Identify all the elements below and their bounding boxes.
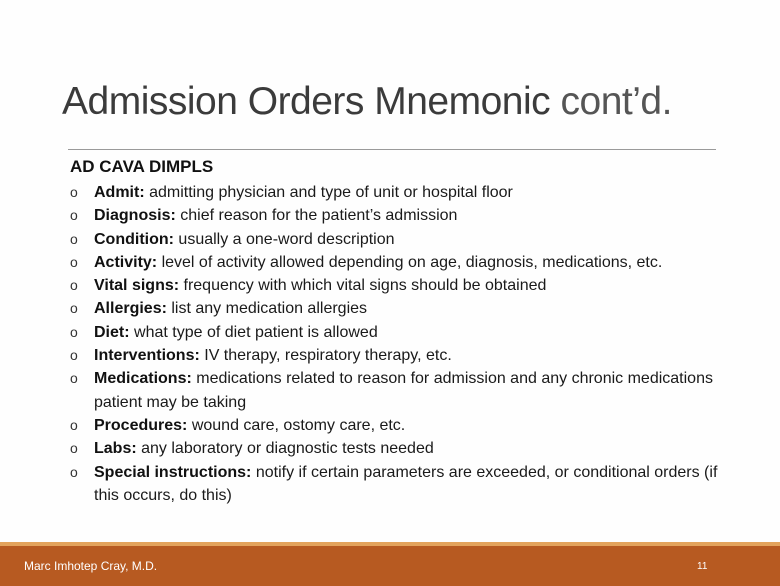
list-item-diagnosis: [70, 204, 740, 227]
list-item-labs: [70, 437, 740, 460]
footer-author: Marc Imhotep Cray, M.D.: [24, 559, 158, 573]
item-text: admitting physician and type of unit or hospital floor: [144, 184, 513, 201]
bullet-icon: o: [70, 416, 78, 433]
item-text: what type of diet patient is allowed: [129, 323, 378, 341]
list-item-diet: [70, 321, 740, 344]
bullet-icon: o: [70, 230, 78, 247]
list-item-vital-signs: [70, 274, 740, 297]
list-item-interventions: [70, 344, 740, 367]
list-item-procedures: [70, 414, 740, 437]
item-text: level of activity allowed depending on age, diagnosis, medications, etc.: [157, 253, 663, 271]
bullet-icon: o: [70, 184, 78, 200]
list-item-allergies: [70, 297, 740, 320]
slide-title-suffix: cont’d.: [550, 80, 672, 123]
list-item-admit: [70, 181, 740, 204]
bullet-icon: o: [70, 323, 78, 340]
mnemonic-heading: AD CAVA DIMPLS: [70, 157, 214, 176]
bullet-icon: o: [70, 277, 78, 294]
bullet-icon: o: [70, 207, 78, 224]
slide-title-main: Admission Orders Mnemonic: [62, 80, 551, 123]
item-term: Activity:: [94, 253, 158, 271]
title-divider: [68, 149, 716, 150]
item-text: usually a one-word description: [173, 230, 395, 248]
item-term: Allergies:: [94, 300, 167, 318]
bullet-icon: o: [70, 440, 78, 457]
page-number: 11: [697, 561, 708, 572]
bullet-icon: o: [70, 347, 78, 364]
item-text: frequency with which vital signs should be obtained: [179, 277, 547, 295]
slide-title: [62, 80, 672, 124]
item-term: Special instructions:: [94, 463, 252, 481]
item-text: wound care, ostomy care, etc.: [187, 416, 406, 434]
item-term: Diet:: [94, 323, 130, 341]
item-text: list any medication allergies: [166, 300, 368, 318]
item-term: Admit:: [94, 184, 145, 201]
item-term: Condition:: [94, 230, 174, 248]
item-text: chief reason for the patient’s admission: [175, 207, 458, 225]
list-item-condition: [70, 228, 740, 251]
item-text: medications related to reason for admission and any chronic medications patient may be taking: [94, 370, 713, 411]
item-text: notify if certain parameters are exceeded, or conditional orders (if this occurs, do this): [94, 463, 718, 504]
list-item-special-instructions: [70, 461, 740, 508]
list-item-activity: [70, 251, 740, 274]
footer-bar: [0, 546, 780, 586]
item-term: Labs:: [94, 440, 137, 458]
list-item-medications: [70, 367, 740, 414]
item-term: Diagnosis:: [94, 207, 176, 225]
item-text: IV therapy, respiratory therapy, etc.: [199, 347, 452, 365]
bullet-icon: o: [70, 253, 78, 270]
item-term: Interventions:: [94, 347, 200, 365]
item-term: Vital signs:: [94, 277, 180, 295]
item-term: Medications:: [94, 370, 192, 388]
bullet-icon: o: [70, 300, 78, 317]
bullet-icon: o: [70, 463, 78, 480]
item-text: any laboratory or diagnostic tests needed: [136, 440, 434, 458]
item-term: Procedures:: [94, 416, 188, 434]
mnemonic-list: [70, 181, 740, 507]
bullet-icon: o: [70, 370, 78, 387]
